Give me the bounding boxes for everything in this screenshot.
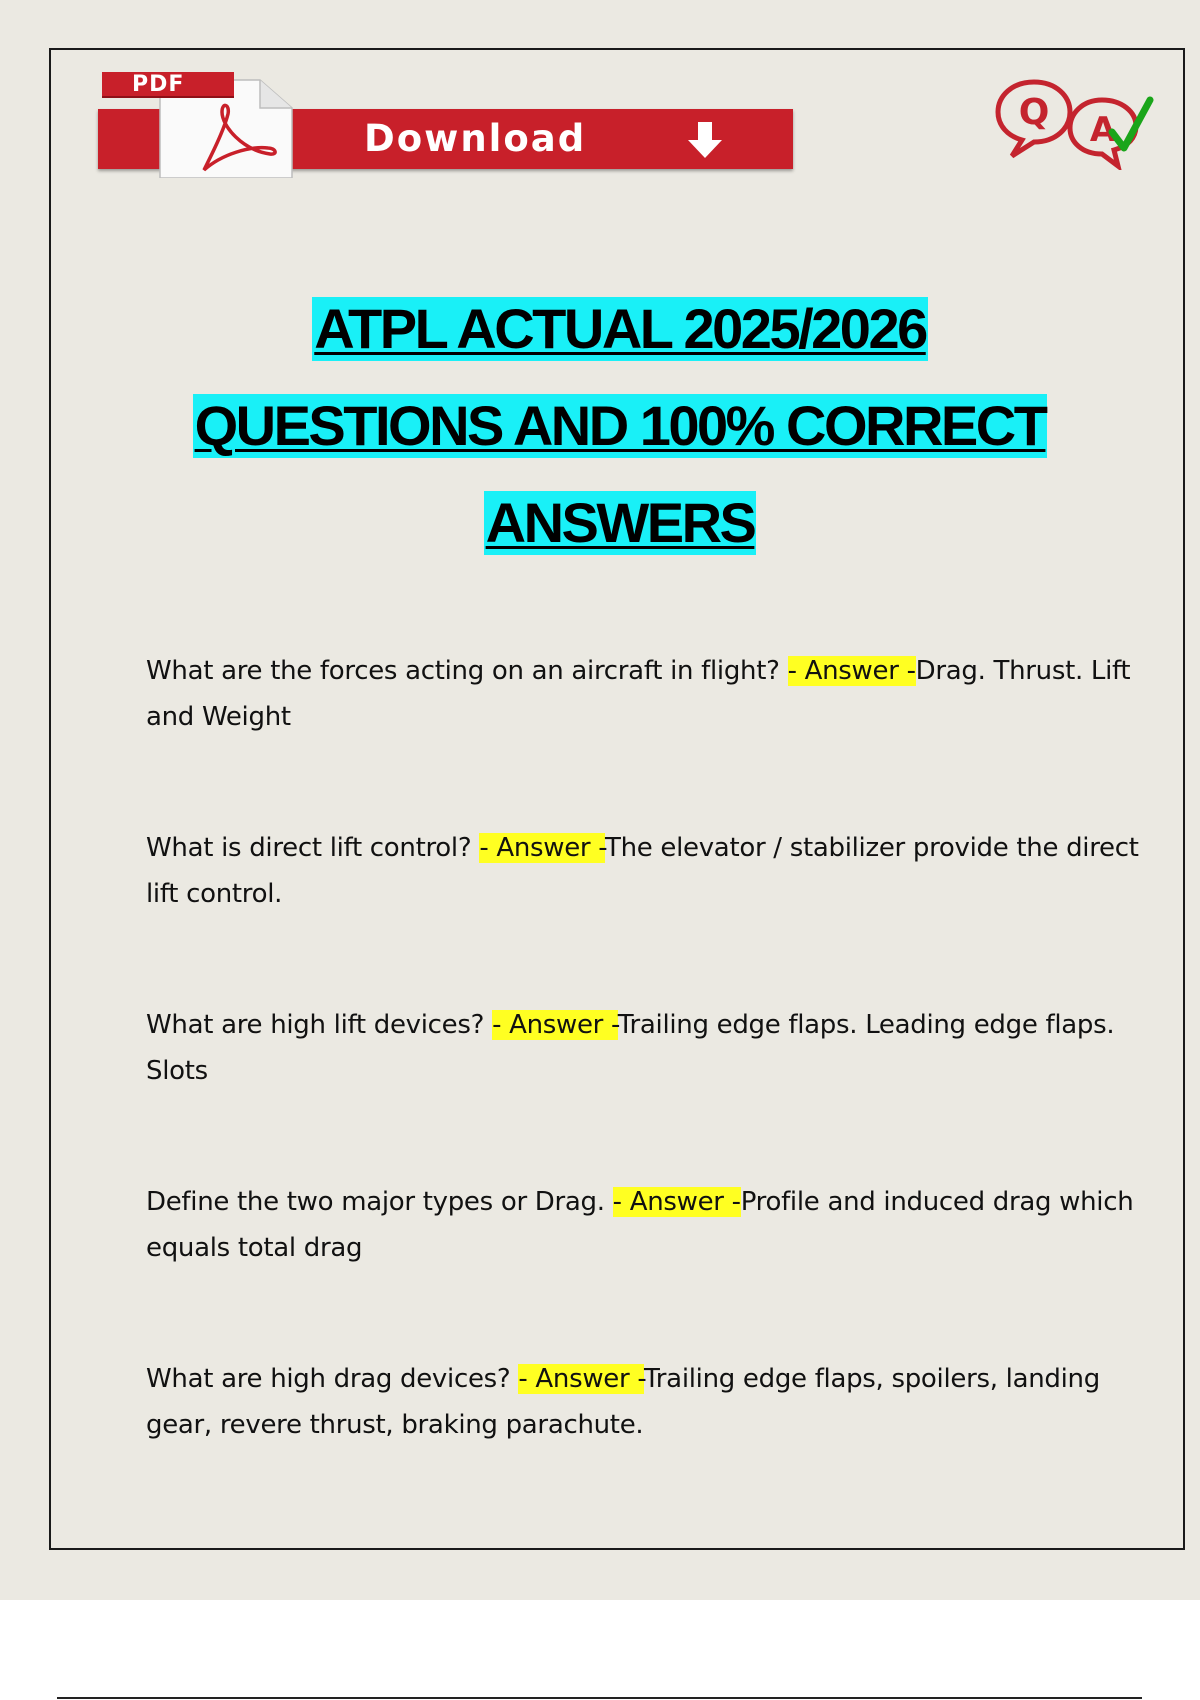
title-line xyxy=(60,280,1180,377)
qa-item xyxy=(146,1356,1146,1533)
title-line xyxy=(60,474,1180,571)
question-text: Define the two major types or Drag. xyxy=(146,1187,613,1217)
footer-divider xyxy=(57,1697,1142,1699)
answer-marker: - Answer - xyxy=(518,1364,645,1394)
answer-marker: - Answer - xyxy=(787,656,916,686)
question-text: What are high drag devices? xyxy=(146,1364,519,1394)
pdf-download-banner[interactable] xyxy=(98,72,793,180)
pdf-tag-label: PDF xyxy=(102,72,234,98)
answer-text: Trailing edge flaps, spoilers, landing gear, revere thrust, braking parachute. xyxy=(146,1364,1100,1440)
qa-list xyxy=(146,648,1146,1533)
document-title xyxy=(60,280,1180,571)
title-line-3: ANSWERS xyxy=(485,490,755,554)
title-line-1: ATPL ACTUAL 2025/2026 xyxy=(314,296,926,360)
qa-item xyxy=(146,1179,1146,1356)
download-label[interactable]: Download xyxy=(364,117,587,160)
download-arrow-icon xyxy=(686,120,724,160)
qa-logo-q: Q xyxy=(1018,92,1050,133)
qa-logo-icon xyxy=(990,70,1160,170)
answer-text: Drag. Thrust. Lift and Weight xyxy=(146,656,1131,732)
answer-text: Trailing edge flaps. Leading edge flaps. Slots xyxy=(146,1010,1115,1086)
answer-text: Profile and induced drag which equals total drag xyxy=(146,1187,1134,1263)
answer-marker: - Answer - xyxy=(492,1010,618,1040)
question-text: What are the forces acting on an aircraft in flight? xyxy=(146,656,788,686)
qa-item xyxy=(146,825,1146,1002)
title-line-2: QUESTIONS AND 100% CORRECT xyxy=(194,393,1046,457)
question-text: What is direct lift control? xyxy=(146,833,480,863)
qa-item xyxy=(146,648,1146,825)
qa-logo-a: A xyxy=(1089,110,1117,150)
answer-marker: - Answer - xyxy=(479,833,605,863)
question-text: What are high lift devices? xyxy=(146,1010,493,1040)
check-icon xyxy=(1112,100,1150,148)
answer-marker: - Answer - xyxy=(612,1187,741,1217)
title-line xyxy=(60,377,1180,474)
qa-item xyxy=(146,1002,1146,1179)
answer-text: The elevator / stabilizer provide the direct lift control. xyxy=(146,833,1139,909)
